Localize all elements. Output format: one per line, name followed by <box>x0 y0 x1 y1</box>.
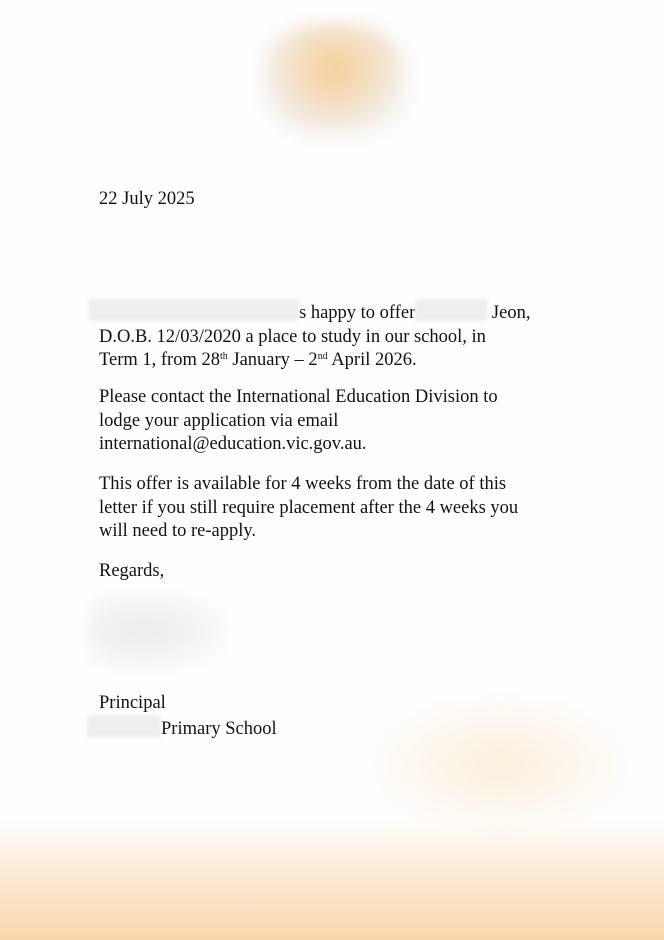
school-name-line: Primary School <box>99 715 579 742</box>
closing: Regards, <box>99 561 165 581</box>
signatory-title: Principal <box>99 693 166 713</box>
redacted-school-prefix <box>87 715 161 737</box>
watermark-graphic <box>360 690 640 840</box>
footer-gradient-band <box>0 820 664 940</box>
offer-line-1: s happy to offer Jeon, <box>99 299 579 326</box>
redacted-student-name <box>415 299 487 321</box>
offer-line-2: D.O.B. 12/03/2020 a place to study in our school, in <box>99 326 486 347</box>
validity-paragraph: This offer is available for 4 weeks from the date of this letter if you still require placement after the 4 weeks you will need to re-apply. <box>99 474 519 541</box>
contact-email: international@education.vic.gov.au. <box>99 434 367 454</box>
offer-line-3: Term 1, from 28th January – 2nd April 2026. <box>99 350 417 370</box>
letter-date: 22 July 2025 <box>99 189 195 209</box>
signature-redacted <box>88 592 228 670</box>
redacted-school-name <box>89 299 299 321</box>
school-logo-redacted <box>262 24 408 136</box>
contact-paragraph: Please contact the International Education Division to lodge your application via email international@education.vic.gov.au. <box>99 386 579 457</box>
offer-paragraph <box>99 299 579 373</box>
